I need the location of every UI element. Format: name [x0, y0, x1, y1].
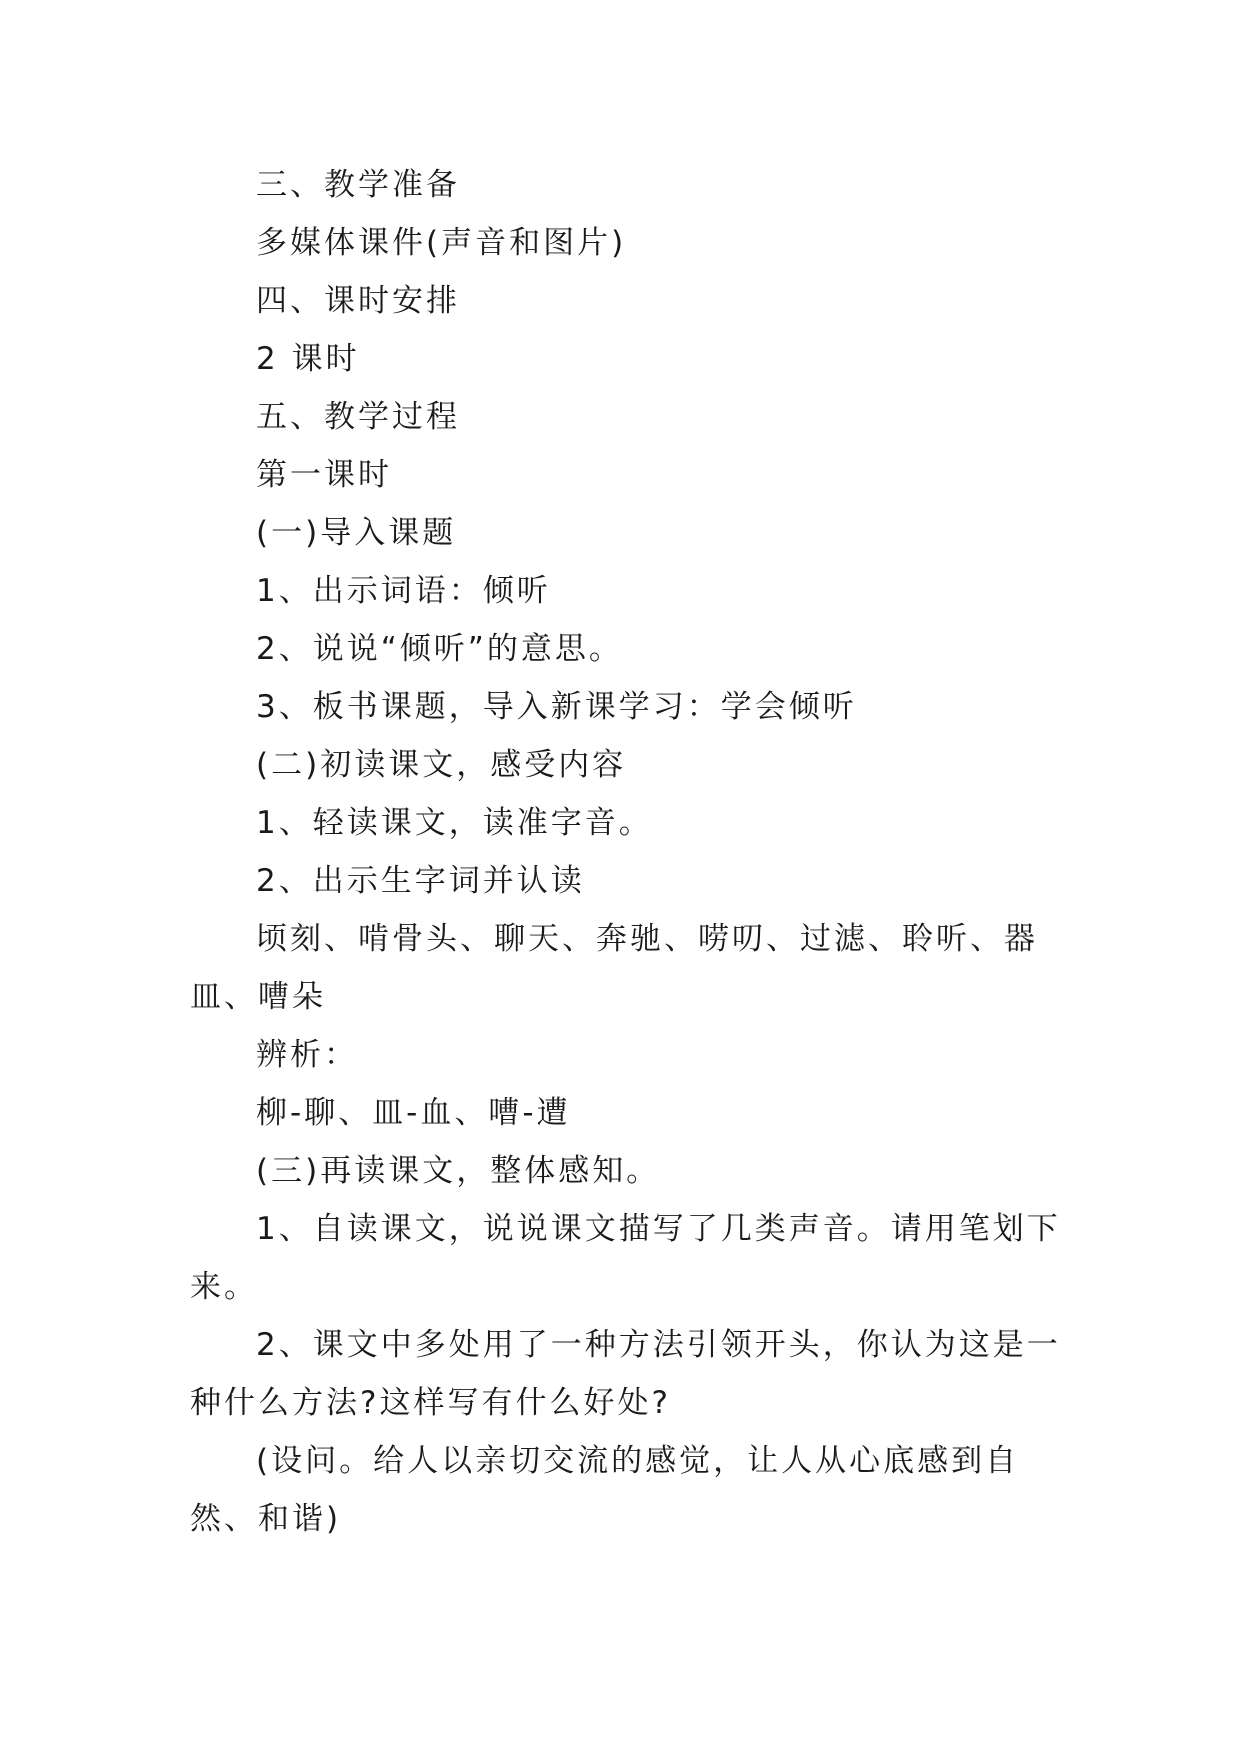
- list-item: 1、轻读课文，读准字音。: [256, 805, 653, 841]
- document-body: [190, 156, 1070, 1548]
- subheading-second-reading: (三)再读课文，整体感知。: [256, 1153, 661, 1189]
- list-item: 3、板书课题，导入新课学习：学会倾听: [256, 689, 857, 725]
- list-item: 2、课文中多处用了一种方法引领开头，你认为这是一种什么方法?这样写有什么好处?: [190, 1327, 1061, 1421]
- heading-teaching-preparation: 三、教学准备: [256, 167, 460, 203]
- subheading-first-reading: (二)初读课文，感受内容: [256, 747, 627, 783]
- heading-first-lesson: 第一课时: [256, 457, 392, 493]
- paragraph-multimedia: 多媒体课件(声音和图片): [256, 225, 627, 261]
- subheading-intro: (一)导入课题: [256, 515, 457, 551]
- list-item: 1、自读课文，说说课文描写了几类声音。请用笔划下来。: [190, 1211, 1061, 1305]
- answer-note: (设问。给人以亲切交流的感觉，让人从心底感到自然、和谐): [190, 1443, 1020, 1537]
- list-item: 1、出示词语：倾听: [256, 573, 551, 609]
- heading-schedule: 四、课时安排: [256, 283, 460, 319]
- label-discrimination: 辨析：: [256, 1037, 358, 1073]
- list-item: 2、说说“倾听”的意思。: [256, 631, 623, 667]
- discrimination-pairs: 柳-聊、皿-血、嘈-遭: [256, 1095, 571, 1131]
- vocabulary-list: 顷刻、啃骨头、聊天、奔驰、唠叨、过滤、聆听、器皿、嘈朵: [190, 921, 1038, 1015]
- list-item: 2、出示生字词并认读: [256, 863, 585, 899]
- paragraph-lesson-count: 2 课时: [256, 341, 360, 377]
- heading-teaching-process: 五、教学过程: [256, 399, 460, 435]
